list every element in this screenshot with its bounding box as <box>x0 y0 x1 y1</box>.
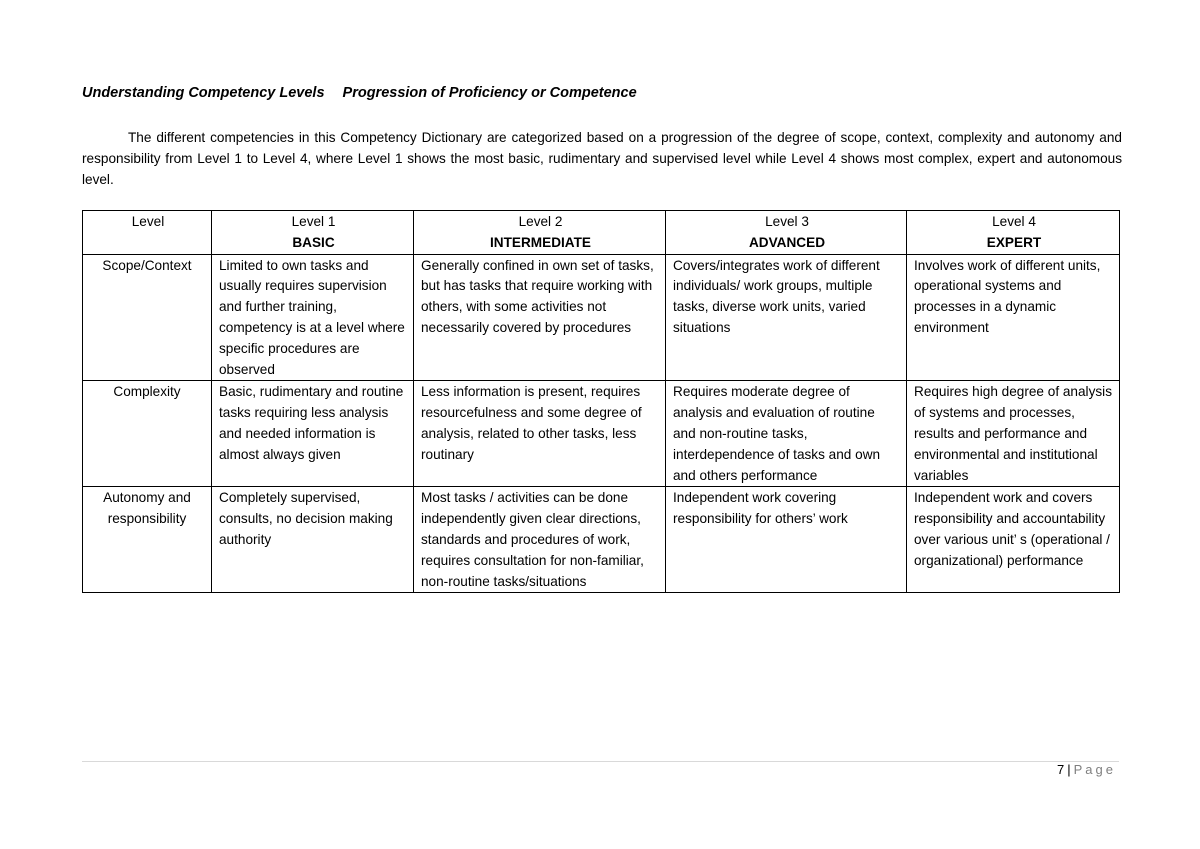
table-cell: Requires moderate degree of analysis and evaluation of routine and non-routine tasks, interdependence of tasks and own and others performance <box>666 381 907 487</box>
heading-subtitle: Progression of Proficiency or Competence <box>342 85 637 101</box>
section-heading <box>82 85 637 101</box>
level-label: Level 3 <box>765 214 809 229</box>
table-cell: Independent work and covers responsibility and accountability over various unit’ s (operational / organizational) performance <box>907 487 1120 593</box>
header-level-2 <box>414 211 666 255</box>
page-label: Page <box>1073 762 1116 777</box>
row-label: Autonomy and responsibility <box>83 487 212 593</box>
level-label: Level 2 <box>518 214 563 229</box>
row-label: Complexity <box>83 381 212 487</box>
table-cell: Requires high degree of analysis of systems and processes, results and performance and environmental and institutional variables <box>907 381 1120 487</box>
table-row-complexity <box>83 381 1120 487</box>
table-cell: Basic, rudimentary and routine tasks requiring less analysis and needed information is almost always given <box>212 381 414 487</box>
level-name: EXPERT <box>986 234 1042 250</box>
table-cell: Most tasks / activities can be done independently given clear directions, standards and procedures of work, requires consultation for non-familiar, non-routine tasks/situations <box>414 487 666 593</box>
header-corner: Level <box>83 211 212 255</box>
level-name: BASIC <box>292 234 335 250</box>
level-label: Level 4 <box>992 214 1036 229</box>
level-name: ADVANCED <box>748 234 826 250</box>
page-number: 7 <box>1057 762 1065 777</box>
header-level-4 <box>907 211 1120 255</box>
footer-separator: | <box>1067 762 1071 777</box>
table-cell: Less information is present, requires resourcefulness and some degree of analysis, related to other tasks, less routinary <box>414 381 666 487</box>
level-name: INTERMEDIATE <box>490 234 591 250</box>
table-cell: Involves work of different units, operational systems and processes in a dynamic environment <box>907 254 1120 381</box>
heading-title: Understanding Competency Levels <box>82 85 325 101</box>
table-cell: Covers/integrates work of different individuals/ work groups, multiple tasks, diverse work units, varied situations <box>666 254 907 381</box>
header-level-1 <box>212 211 414 255</box>
competency-levels-table <box>82 210 1120 593</box>
page-footer <box>1057 762 1116 777</box>
table-row-scope-context <box>83 254 1120 381</box>
table-header-row <box>83 211 1120 255</box>
row-label: Scope/Context <box>83 254 212 381</box>
table-cell: Independent work covering responsibility for others’ work <box>666 487 907 593</box>
header-level-3 <box>666 211 907 255</box>
level-label: Level 1 <box>291 214 336 229</box>
footer-divider <box>82 761 1119 762</box>
table-row-autonomy <box>83 487 1120 593</box>
table-cell: Limited to own tasks and usually requires supervision and further training, competency is at a level where specific procedures are observed <box>212 254 414 381</box>
table-cell: Generally confined in own set of tasks, but has tasks that require working with others, with some activities not necessarily covered by procedures <box>414 254 666 381</box>
table-cell: Completely supervised, consults, no decision making authority <box>212 487 414 593</box>
intro-paragraph: The different competencies in this Competency Dictionary are categorized based on a progression of the degree of scope, context, complexity and autonomy and responsibility from Level 1 to Level 4, where Level 1 shows the most basic, rudimentary and supervised level while Level 4 shows most complex, expert and autonomous level. <box>82 130 1122 187</box>
